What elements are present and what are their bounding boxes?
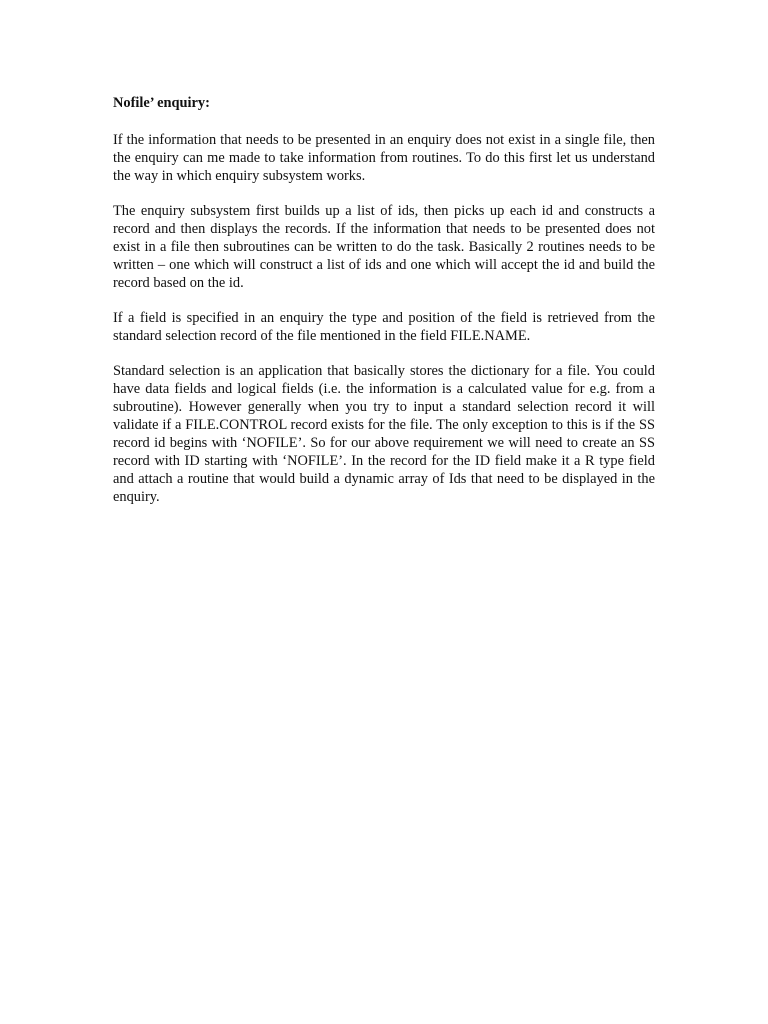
paragraph-field-spec: If a field is specified in an enquiry the type and position of the field is retrieved from the standard selection record of the file mentioned in the field FILE.NAME. xyxy=(113,310,655,344)
paragraph-subsystem: The enquiry subsystem first builds up a list of ids, then picks up each id and constructs a record and then displays the records. If the information that needs to be presented does not exist in a file then subroutines can be written to do the task. Basically 2 routines needs to be written – one which will construct a list of ids and one which will accept the id and build the record based on the id. xyxy=(113,203,655,291)
paragraph-intro: If the information that needs to be presented in an enquiry does not exist in a single file, then the enquiry can me made to take information from routines. To do this first let us understand the way in which enquiry subsystem works. xyxy=(113,132,655,184)
paragraph-standard-selection: Standard selection is an application that basically stores the dictionary for a file. You could have data fields and logical fields (i.e. the information is a calculated value for e.g. from a subroutine). However generally when you try to input a standard selection record it will validate if a FILE.CONTROL record exists for the file. The only exception to this is if the SS record id begins with ‘NOFILE’. So for our above requirement we will need to create an SS record with ID starting with ‘NOFILE’. In the record for the ID field make it a R type field and attach a routine that would build a dynamic array of Ids that need to be displayed in the enquiry. xyxy=(113,363,655,505)
document-body xyxy=(113,94,655,523)
section-heading: Nofile’ enquiry: xyxy=(113,95,210,111)
